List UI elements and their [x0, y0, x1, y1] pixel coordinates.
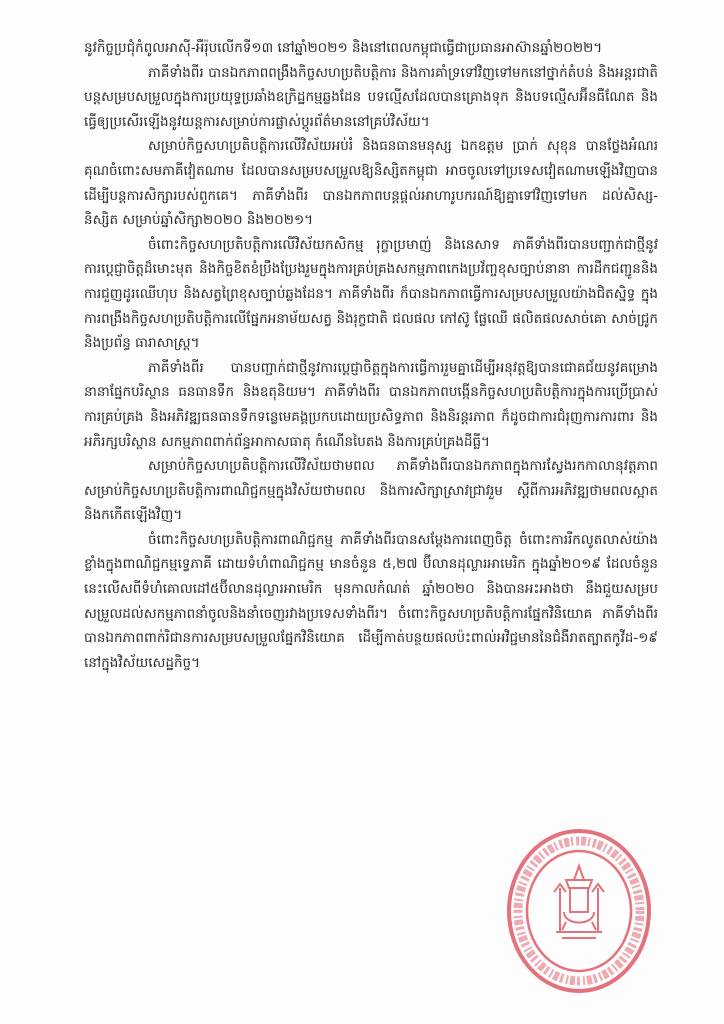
paragraph-7: ចំពោះកិច្ចសហប្រតិបត្តិការពាណិជ្ជកម្ម ភាគីទាំងពីរបានសម្តែងការពេញចិត្ត ចំពោះការរីកលូតលាស់យ៉ាងខ្លាំងក្នុងពាណិជ្ជកម្មទ្វេភាគី ដោយទំហំពាណិជ្ជកម្ម មានចំនួន ៥,២៧ ប៊ីលានដុល្លារអាមេរិក ក្នុងឆ្នាំ២០១៩ ដែលចំនួននេះលើសពីទំហំគោលដៅ៥ប៊ីលានដុល្លារអាមេរិក មុនកាលកំណត់ ឆ្នាំ២០២០ និងបានអះអាងថា នឹងជួយសម្របសម្រួលដល់សកម្មភាពនាំចូលនិងនាំចេញរវាងប្រទេសទាំងពីរ។ ចំពោះកិច្ចសហប្រតិបត្តិការផ្នែកវិនិយោគ ភាគីទាំងពីរបានឯកភាពពាក់រិជានការសម្របសម្រួលផ្នែកវិនិយោគ ដើម្បីកាត់បន្ថយផលប៉ះពាល់អវិជ្ជមាននៃជំងឺរាតត្បាតកូវីដ-១៩ នៅក្នុងវិស័យសេដ្ឋកិច្ច។ — [84, 531, 658, 671]
paragraph-2: ភាគីទាំងពីរ បានឯកភាពពង្រឹងកិច្ចសហប្រតិបត្តិការ និងការគាំទ្រទៅវិញទៅមកនៅថ្នាក់តំបន់ និងអន្តរជាតិ បន្តសម្របសម្រួលក្នុងការប្រយុទ្ធប្រឆាំងឧក្រិដ្ឋកម្មឆ្លងដែន បទល្មើសដែលបានគ្រោងទុក និងបទល្មើសអ៊ីនធឺណែត និងធ្វើឲ្យប្រសើរឡើងនូវយន្តការសម្រាប់ការផ្លាស់ប្តូរព័ត៌មាននៅគ្រប់វិស័យ។ — [84, 64, 658, 130]
paragraph-5: ភាគីទាំងពីរ បានបញ្ជាក់ជាថ្មីនូវការប្តេជ្ញាចិត្តក្នុងការធ្វើការរួមគ្នាដើម្បីអនុវត្តឱ្យបានជោគជ័យនូវគម្រោងនានាផ្នែកបរិស្ថាន ធនធានទឹក និងឧតុនិយម។ ភាគីទាំងពីរ បានឯកភាពបង្កើនកិច្ចសហប្រតិបត្តិការក្នុងការប្រើប្រាស់ ការគ្រប់គ្រង និងអភិវឌ្ឍធនធានទឹកទន្លេមេគង្គប្រកបដោយប្រសិទ្ធភាព និងនិរន្តរភាព ក៏ដូចជាការជំរុញការការពារ និងអភិរក្សបរិស្ថាន សកម្មភាពពាក់ព័ន្ធអាកាសធាតុ កំណើនបៃតង និងការគ្រប់គ្រងដីធ្លី។ — [84, 359, 658, 450]
document-body — [84, 36, 658, 675]
official-seal-stamp — [504, 826, 654, 996]
royal-emblem-icon — [554, 866, 604, 938]
paragraph-6: សម្រាប់កិច្ចសហប្រតិបត្តិការលើវិស័យថាមពល ភាគីទាំងពីរបានឯកភាពក្នុងការស្វែងរកកាលានុវត្តភាព សម្រាប់កិច្ចសហប្រតិបត្តិការពាណិជ្ជកម្មក្នុងវិស័យថាមពល និងការសិក្សាស្រាវជ្រាវរួម ស្តីពីការអភិវឌ្ឍថាមពលស្អាត និងកកើតឡើងវិញ។ — [84, 458, 658, 524]
paragraph-1: នូវកិច្ចប្រជុំកំពូលអាស៊ី-អឺរ៉ុបលើកទី១៣ នៅឆ្នាំ២០២១ និងនៅពេលកម្ពុជាធ្វើជាប្រធានអាស៊ានឆ្នាំ២០២២។ — [84, 40, 603, 56]
paragraph-3: សម្រាប់កិច្ចសហប្រតិបត្តិការលើវិស័យអប់រំ និងធនធានមនុស្ស ឯកឧត្តម ប្រាក់ សុខុន បានថ្លែងអំណរគុណចំពោះសមភាគីវៀតណាម ដែលបានសម្របសម្រួលឱ្យនិស្សិតកម្ពុជា អាចចូលទៅប្រទេសវៀតណាមឡើងវិញបាន ដើម្បីបន្តការសិក្សារបស់ពួកគេ។ ភាគីទាំងពីរ បានឯកភាពបន្តផ្តល់អាហារូបករណ៍ឱ្យគ្នាទៅវិញទៅមក ដល់សិស្ស-និស្សិត សម្រាប់ឆ្នាំសិក្សា២០២០ និង២០២១។ — [84, 138, 658, 229]
paragraph-4: ចំពោះកិច្ចសហប្រតិបត្តិការលើវិស័យកសិកម្ម រុក្ខាប្រមាញ់ និងនេសាទ ភាគីទាំងពីរបានបញ្ជាក់ជាថ្មីនូវការប្តេជ្ញាចិត្តដ៏មោះមុត និងកិច្ចខិតខំប្រឹងប្រែងរួមក្នុងការគ្រប់គ្រងសកម្មភាពកេងប្រវ័ញ្ចខុសច្បាប់នានា ការដឹកជញ្ជូននិងការជួញដូរឈើហុប និងសត្វព្រៃខុសច្បាប់ឆ្លងដែន។ ភាគីទាំងពីរ ក៏បានឯកភាពធ្វើការសម្របសម្រួលយ៉ាងជិតស្និទ្ធ ក្នុងការពង្រឹងកិច្ចសហប្រតិបត្តិការលើផ្នែកអនាម័យសត្វ និងរុក្ខជាតិ ជលផល កៅស៊ូ ផ្លែឈើ ផលិតផលសាច់គោ សាច់ជ្រូក និងប្រព័ន្ធ ធារាសាស្ត្រ។ — [84, 236, 658, 352]
